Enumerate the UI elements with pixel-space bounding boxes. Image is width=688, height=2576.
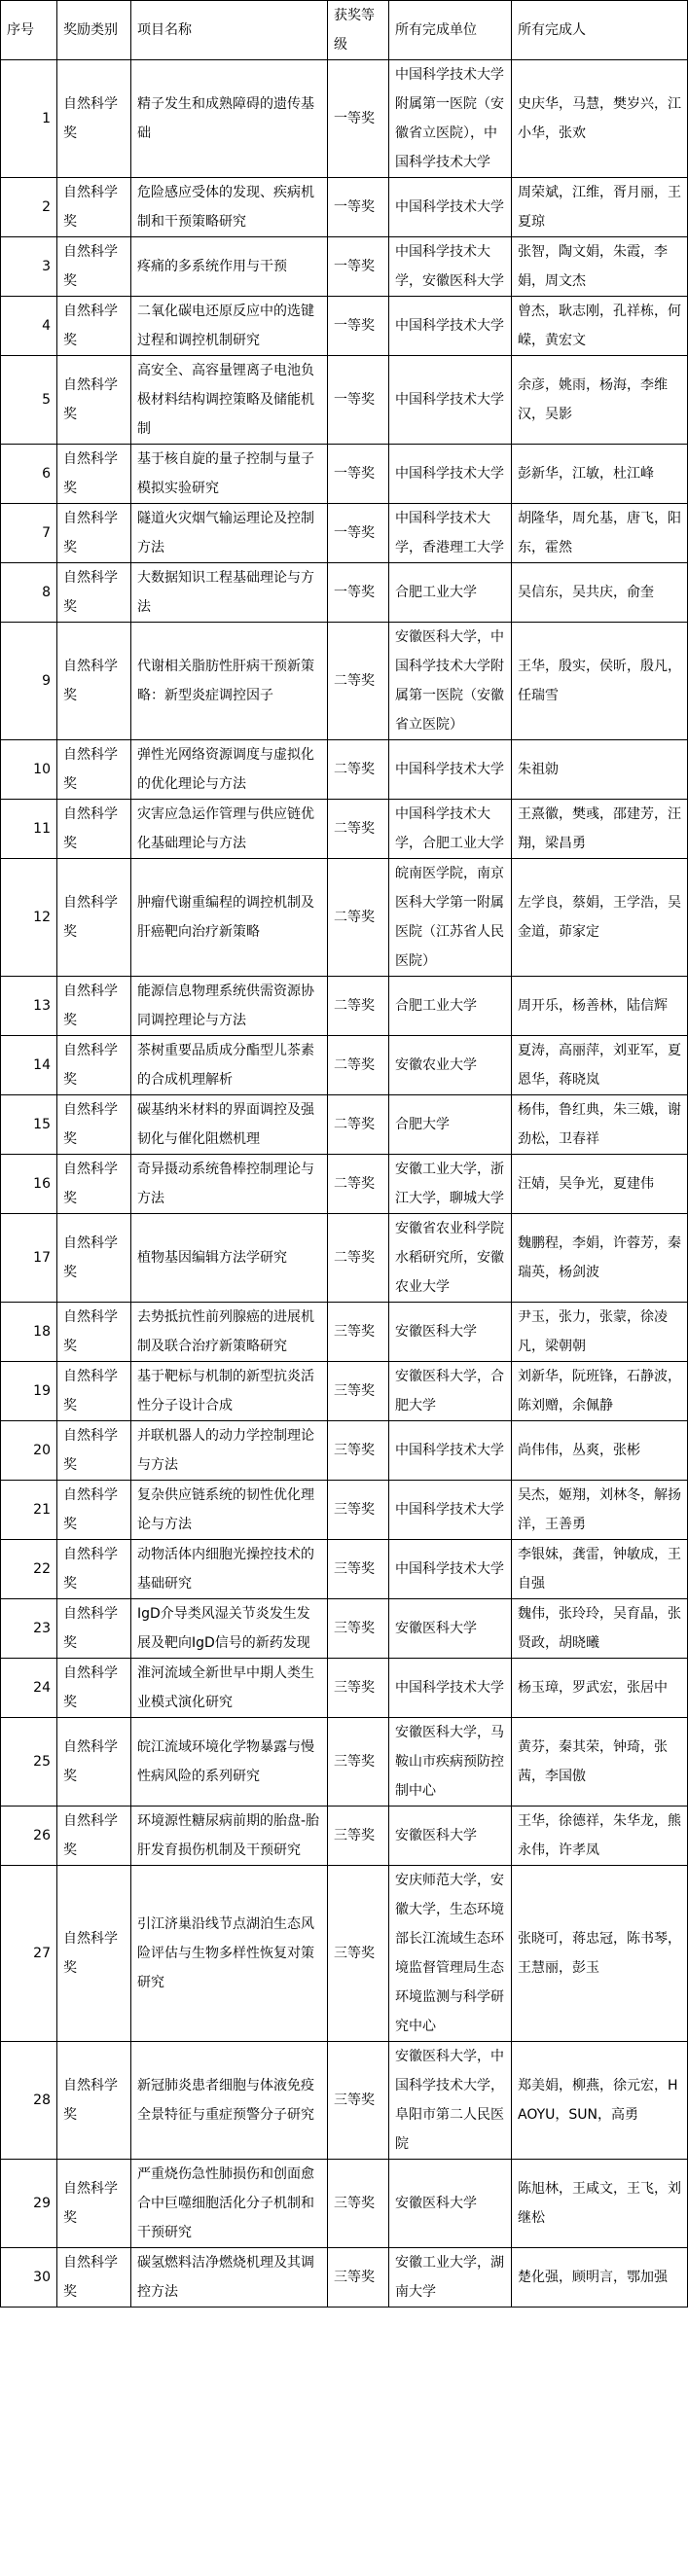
award-category: 自然科学奖 [57, 1599, 131, 1659]
completion-units: 安徽工业大学，浙江大学，聊城大学 [389, 1155, 512, 1214]
table-row [1, 1362, 688, 1421]
completion-people: 王华，殷实，侯昕，殷凡，任瑞雪 [512, 623, 688, 740]
row-number: 6 [1, 445, 57, 504]
completion-units: 中国科学技术大学附属第一医院（安徽省立医院），中国科学技术大学 [389, 60, 512, 178]
award-level: 一等奖 [328, 237, 389, 297]
project-title: 复杂供应链系统的韧性优化理论与方法 [131, 1481, 328, 1540]
row-number: 30 [1, 2248, 57, 2308]
completion-people: 曾杰，耿志刚，孔祥栋，何嵘，黄宏文 [512, 297, 688, 356]
table-row [1, 1807, 688, 1866]
completion-units: 中国科学技术大学，合肥工业大学 [389, 800, 512, 859]
completion-people: 杨玉璋，罗武宏，张居中 [512, 1659, 688, 1718]
award-level: 一等奖 [328, 445, 389, 504]
project-title: 茶树重要品质成分酯型儿茶素的合成机理解析 [131, 1036, 328, 1095]
award-level: 二等奖 [328, 1036, 389, 1095]
award-level: 一等奖 [328, 356, 389, 445]
completion-people: 尚伟伟，丛爽，张彬 [512, 1421, 688, 1481]
table-row [1, 1540, 688, 1599]
table-row [1, 445, 688, 504]
completion-units: 中国科学技术大学 [389, 740, 512, 800]
award-level: 二等奖 [328, 859, 389, 977]
completion-people: 杨伟，鲁红典，朱三娥，谢劲松，卫春祥 [512, 1095, 688, 1155]
completion-units: 中国科学技术大学 [389, 297, 512, 356]
completion-units: 安徽省农业科学院水稻研究所，安徽农业大学 [389, 1214, 512, 1303]
award-level: 三等奖 [328, 1866, 389, 2042]
completion-units: 中国科学技术大学 [389, 178, 512, 237]
completion-units: 安徽农业大学 [389, 1036, 512, 1095]
award-level: 三等奖 [328, 1540, 389, 1599]
award-category: 自然科学奖 [57, 237, 131, 297]
table-row [1, 2160, 688, 2248]
table-row [1, 1481, 688, 1540]
award-level: 二等奖 [328, 977, 389, 1036]
award-level: 三等奖 [328, 2042, 389, 2160]
completion-people: 夏涛，高丽萍，刘亚军，夏恩华，蒋晓岚 [512, 1036, 688, 1095]
award-category: 自然科学奖 [57, 1481, 131, 1540]
award-level: 三等奖 [328, 1303, 389, 1362]
award-category: 自然科学奖 [57, 1540, 131, 1599]
award-category: 自然科学奖 [57, 563, 131, 623]
award-category: 自然科学奖 [57, 623, 131, 740]
header-people: 所有完成人 [512, 1, 688, 60]
header-title: 项目名称 [131, 1, 328, 60]
completion-people: 尹玉，张力，张蒙，徐凌凡，梁朝朝 [512, 1303, 688, 1362]
row-number: 15 [1, 1095, 57, 1155]
completion-people: 王华，徐德祥，朱华龙，熊永伟，许孝凤 [512, 1807, 688, 1866]
table-row [1, 977, 688, 1036]
header-level: 获奖等级 [328, 1, 389, 60]
project-title: 碳氢燃料洁净燃烧机理及其调控方法 [131, 2248, 328, 2308]
table-row [1, 1599, 688, 1659]
award-category: 自然科学奖 [57, 356, 131, 445]
award-category: 自然科学奖 [57, 445, 131, 504]
row-number: 5 [1, 356, 57, 445]
project-title: 基于核自旋的量子控制与量子模拟实验研究 [131, 445, 328, 504]
award-category: 自然科学奖 [57, 1866, 131, 2042]
completion-people: 郑美娟，柳燕，徐元宏，HAOYU，SUN，高勇 [512, 2042, 688, 2160]
completion-people: 史庆华，马慧，樊岁兴，江小华，张欢 [512, 60, 688, 178]
award-level: 一等奖 [328, 297, 389, 356]
project-title: 动物活体内细胞光操控技术的基础研究 [131, 1540, 328, 1599]
project-title: 能源信息物理系统供需资源协同调控理论与方法 [131, 977, 328, 1036]
row-number: 7 [1, 504, 57, 563]
table-row [1, 2248, 688, 2308]
project-title: 代谢相关脂肪性肝病干预新策略：新型炎症调控因子 [131, 623, 328, 740]
table-row [1, 60, 688, 178]
award-level: 二等奖 [328, 1095, 389, 1155]
award-category: 自然科学奖 [57, 1303, 131, 1362]
row-number: 28 [1, 2042, 57, 2160]
project-title: 弹性光网络资源调度与虚拟化的优化理论与方法 [131, 740, 328, 800]
row-number: 27 [1, 1866, 57, 2042]
row-number: 14 [1, 1036, 57, 1095]
completion-people: 周荣斌，江维，胥月丽，王夏琼 [512, 178, 688, 237]
award-category: 自然科学奖 [57, 2042, 131, 2160]
project-title: 新冠肺炎患者细胞与体液免疫全景特征与重症预警分子研究 [131, 2042, 328, 2160]
row-number: 23 [1, 1599, 57, 1659]
completion-units: 安徽工业大学，湖南大学 [389, 2248, 512, 2308]
table-row [1, 800, 688, 859]
header-units: 所有完成单位 [389, 1, 512, 60]
row-number: 4 [1, 297, 57, 356]
header-num: 序号 [1, 1, 57, 60]
award-category: 自然科学奖 [57, 1095, 131, 1155]
completion-people: 黄芬，秦其荣，钟琦，张茜，李国傲 [512, 1718, 688, 1807]
award-level: 一等奖 [328, 504, 389, 563]
completion-units: 安徽医科大学，中国科学技术大学附属第一医院（安徽省立医院） [389, 623, 512, 740]
project-title: 灾害应急运作管理与供应链优化基础理论与方法 [131, 800, 328, 859]
completion-people: 左学良，蔡娟，王学浩，吴金道，茆家定 [512, 859, 688, 977]
completion-units: 中国科学技术大学，香港理工大学 [389, 504, 512, 563]
award-level: 一等奖 [328, 178, 389, 237]
row-number: 26 [1, 1807, 57, 1866]
completion-units: 安徽医科大学，中国科学技术大学，阜阳市第二人民医院 [389, 2042, 512, 2160]
project-title: 基于靶标与机制的新型抗炎活性分子设计合成 [131, 1362, 328, 1421]
award-level: 二等奖 [328, 623, 389, 740]
project-title: 环境源性糖尿病前期的胎盘-胎肝发育损伤机制及干预研究 [131, 1807, 328, 1866]
completion-units: 中国科学技术大学 [389, 356, 512, 445]
award-level: 一等奖 [328, 60, 389, 178]
award-level: 三等奖 [328, 1481, 389, 1540]
completion-people: 张晓可，蒋忠冠，陈书琴，王慧丽，彭玉 [512, 1866, 688, 2042]
row-number: 24 [1, 1659, 57, 1718]
completion-people: 余彦，姚雨，杨海，李维汉，吴影 [512, 356, 688, 445]
completion-units: 中国科学技术大学 [389, 1540, 512, 1599]
award-level: 三等奖 [328, 2248, 389, 2308]
award-level: 二等奖 [328, 1214, 389, 1303]
project-title: 隧道火灾烟气输运理论及控制方法 [131, 504, 328, 563]
header-category: 奖励类别 [57, 1, 131, 60]
completion-people: 李银妹，龚雷，钟敏成，王自强 [512, 1540, 688, 1599]
completion-people: 刘新华，阮班锋，石静波，陈刘赠，余佩静 [512, 1362, 688, 1421]
row-number: 25 [1, 1718, 57, 1807]
row-number: 11 [1, 800, 57, 859]
table-row [1, 1214, 688, 1303]
award-category: 自然科学奖 [57, 2160, 131, 2248]
table-row [1, 356, 688, 445]
project-title: 疼痛的多系统作用与干预 [131, 237, 328, 297]
award-level: 二等奖 [328, 740, 389, 800]
table-row [1, 1303, 688, 1362]
table-row [1, 1095, 688, 1155]
row-number: 18 [1, 1303, 57, 1362]
award-category: 自然科学奖 [57, 977, 131, 1036]
completion-units: 安徽医科大学，马鞍山市疾病预防控制中心 [389, 1718, 512, 1807]
award-level: 一等奖 [328, 563, 389, 623]
project-title: 二氧化碳电还原反应中的选键过程和调控机制研究 [131, 297, 328, 356]
completion-units: 安徽医科大学，合肥大学 [389, 1362, 512, 1421]
award-category: 自然科学奖 [57, 297, 131, 356]
award-level: 三等奖 [328, 1599, 389, 1659]
award-category: 自然科学奖 [57, 2248, 131, 2308]
completion-units: 安徽医科大学 [389, 1807, 512, 1866]
completion-people: 魏鹏程，李娟，许蓉芳，秦瑞英，杨剑波 [512, 1214, 688, 1303]
award-category: 自然科学奖 [57, 740, 131, 800]
completion-units: 皖南医学院，南京医科大学第一附属医院（江苏省人民医院） [389, 859, 512, 977]
project-title: 并联机器人的动力学控制理论与方法 [131, 1421, 328, 1481]
row-number: 1 [1, 60, 57, 178]
row-number: 22 [1, 1540, 57, 1599]
table-row [1, 740, 688, 800]
award-category: 自然科学奖 [57, 1155, 131, 1214]
row-number: 17 [1, 1214, 57, 1303]
row-number: 20 [1, 1421, 57, 1481]
award-level: 三等奖 [328, 1659, 389, 1718]
completion-people: 张智，陶文娟，朱霞，李娟，周文杰 [512, 237, 688, 297]
row-number: 8 [1, 563, 57, 623]
project-title: 高安全、高容量锂离子电池负极材料结构调控策略及储能机制 [131, 356, 328, 445]
row-number: 9 [1, 623, 57, 740]
project-title: 引江济巢沿线节点湖泊生态风险评估与生物多样性恢复对策研究 [131, 1866, 328, 2042]
project-title: 奇异摄动系统鲁棒控制理论与方法 [131, 1155, 328, 1214]
row-number: 10 [1, 740, 57, 800]
award-level: 二等奖 [328, 800, 389, 859]
project-title: 碳基纳米材料的界面调控及强韧化与催化阻燃机理 [131, 1095, 328, 1155]
completion-units: 中国科学技术大学 [389, 445, 512, 504]
completion-units: 安徽医科大学 [389, 2160, 512, 2248]
project-title: 精子发生和成熟障碍的遗传基础 [131, 60, 328, 178]
row-number: 16 [1, 1155, 57, 1214]
award-category: 自然科学奖 [57, 60, 131, 178]
completion-units: 合肥工业大学 [389, 977, 512, 1036]
completion-people: 胡隆华，周允基，唐飞，阳东，霍然 [512, 504, 688, 563]
award-category: 自然科学奖 [57, 504, 131, 563]
project-title: 去势抵抗性前列腺癌的进展机制及联合治疗新策略研究 [131, 1303, 328, 1362]
completion-units: 中国科学技术大学 [389, 1659, 512, 1718]
award-category: 自然科学奖 [57, 800, 131, 859]
award-level: 二等奖 [328, 1155, 389, 1214]
project-title: 淮河流域全新世早中期人类生业模式演化研究 [131, 1659, 328, 1718]
row-number: 13 [1, 977, 57, 1036]
award-level: 三等奖 [328, 1807, 389, 1866]
award-level: 三等奖 [328, 1362, 389, 1421]
award-level: 三等奖 [328, 2160, 389, 2248]
completion-people: 彭新华，江敏，杜江峰 [512, 445, 688, 504]
award-category: 自然科学奖 [57, 859, 131, 977]
table-body [1, 60, 688, 2308]
award-category: 自然科学奖 [57, 1362, 131, 1421]
table-row [1, 1718, 688, 1807]
row-number: 3 [1, 237, 57, 297]
table-row [1, 2042, 688, 2160]
award-category: 自然科学奖 [57, 1421, 131, 1481]
row-number: 21 [1, 1481, 57, 1540]
project-title: 皖江流域环境化学物暴露与慢性病风险的系列研究 [131, 1718, 328, 1807]
table-row [1, 1421, 688, 1481]
completion-people: 陈旭林，王咸文，王飞，刘继松 [512, 2160, 688, 2248]
row-number: 29 [1, 2160, 57, 2248]
completion-people: 魏伟，张玲玲，吴育晶，张贤政，胡晓曦 [512, 1599, 688, 1659]
award-category: 自然科学奖 [57, 1718, 131, 1807]
table-row [1, 1866, 688, 2042]
table-row [1, 178, 688, 237]
table-header-row [1, 1, 688, 60]
table-row [1, 237, 688, 297]
row-number: 12 [1, 859, 57, 977]
completion-units: 中国科学技术大学，安徽医科大学 [389, 237, 512, 297]
table-row [1, 1036, 688, 1095]
table-row [1, 1659, 688, 1718]
completion-units: 安庆师范大学，安徽大学，生态环境部长江流域生态环境监督管理局生态环境监测与科学研究中心 [389, 1866, 512, 2042]
award-category: 自然科学奖 [57, 1214, 131, 1303]
award-category: 自然科学奖 [57, 178, 131, 237]
award-level: 三等奖 [328, 1421, 389, 1481]
row-number: 2 [1, 178, 57, 237]
completion-people: 吴杰，姬翔，刘林冬，解扬洋，王善勇 [512, 1481, 688, 1540]
completion-people: 楚化强，顾明言，鄂加强 [512, 2248, 688, 2308]
table-row [1, 563, 688, 623]
completion-people: 吴信东，吴共庆，俞奎 [512, 563, 688, 623]
project-title: 危险感应受体的发现、疾病机制和干预策略研究 [131, 178, 328, 237]
table-row [1, 1155, 688, 1214]
completion-people: 周开乐，杨善林，陆信辉 [512, 977, 688, 1036]
row-number: 19 [1, 1362, 57, 1421]
project-title: 大数据知识工程基础理论与方法 [131, 563, 328, 623]
completion-units: 合肥大学 [389, 1095, 512, 1155]
award-level: 三等奖 [328, 1718, 389, 1807]
completion-units: 安徽医科大学 [389, 1599, 512, 1659]
project-title: 严重烧伤急性肺损伤和创面愈合中巨噬细胞活化分子机制和干预研究 [131, 2160, 328, 2248]
award-category: 自然科学奖 [57, 1807, 131, 1866]
award-category: 自然科学奖 [57, 1036, 131, 1095]
completion-people: 王熹徽，樊彧，邵建芳，汪翔，梁昌勇 [512, 800, 688, 859]
table-row [1, 623, 688, 740]
completion-units: 中国科学技术大学 [389, 1481, 512, 1540]
completion-units: 中国科学技术大学 [389, 1421, 512, 1481]
completion-people: 朱祖勍 [512, 740, 688, 800]
table-row [1, 297, 688, 356]
project-title: 肿瘤代谢重编程的调控机制及肝癌靶向治疗新策略 [131, 859, 328, 977]
table-row [1, 859, 688, 977]
award-category: 自然科学奖 [57, 1659, 131, 1718]
project-title: 植物基因编辑方法学研究 [131, 1214, 328, 1303]
completion-units: 安徽医科大学 [389, 1303, 512, 1362]
project-title: IgD介导类风湿关节炎发生发展及靶向IgD信号的新药发现 [131, 1599, 328, 1659]
completion-people: 汪婧，吴争光，夏建伟 [512, 1155, 688, 1214]
table-row [1, 504, 688, 563]
completion-units: 合肥工业大学 [389, 563, 512, 623]
